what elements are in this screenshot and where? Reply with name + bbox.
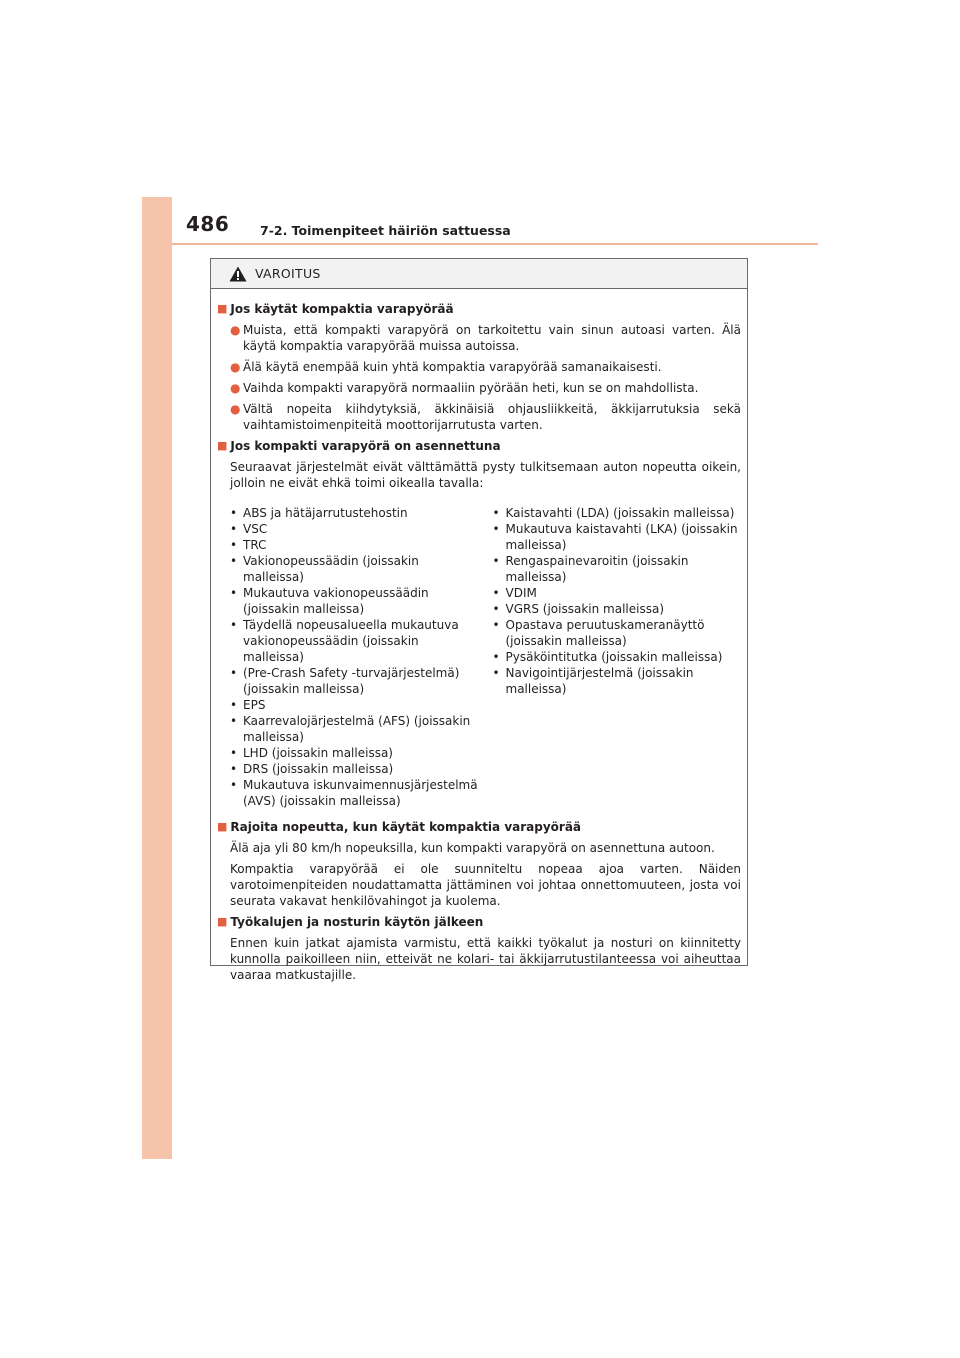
- list-item: • Vakionopeussäädin (joissakin malleissa): [230, 554, 419, 584]
- list-item: ● Vaihda kompakti varapyörä normaaliin pyörään heti, kun se on mahdollista.: [230, 381, 699, 395]
- warning-title: VAROITUS: [255, 266, 321, 281]
- list-item: ● Muista, että kompakti varapyörä on tarkoitettu vain sinun autoasi varten. Älä käytä kompaktia varapyörää muissa autoissa.: [230, 323, 741, 353]
- systems-list: [217, 505, 741, 809]
- circle-bullet-icon: ●: [230, 360, 241, 374]
- list-item: • EPS: [230, 698, 266, 712]
- list-item: • Navigointijärjestelmä (joissakin malleissa): [492, 666, 694, 696]
- systems-list-left: [230, 505, 479, 809]
- list-item: • VGRS (joissakin malleissa): [492, 602, 664, 616]
- warning-body: [211, 289, 747, 983]
- list-item: ● Älä käytä enempää kuin yhtä kompaktia varapyörää samanaikaisesti.: [230, 360, 662, 374]
- header-rule: [172, 243, 818, 245]
- section-title: 7-2. Toimenpiteet häiriön sattuessa: [260, 223, 511, 238]
- paragraph: Ennen kuin jatkat ajamista varmistu, että kaikki työkalut ja nosturi on kiinnitetty kunnolla paikoilleen niin, etteivät ne kolari- tai äkkijarrutustilanteessa voi aiheuttaa vaaraa matkustajille.: [230, 936, 741, 982]
- paragraph: Älä aja yli 80 km/h nopeuksilla, kun kompakti varapyörä on asennettuna autoon.: [230, 841, 715, 855]
- circle-bullet-icon: ●: [230, 402, 241, 416]
- section-heading: ■ Jos kompakti varapyörä on asennettuna: [217, 439, 501, 453]
- list-item: • (Pre-Crash Safety -turvajärjestelmä) (joissakin malleissa): [230, 666, 460, 696]
- circle-bullet-icon: ●: [230, 323, 241, 337]
- list-item: • Rengaspainevaroitin (joissakin malleissa): [492, 554, 689, 584]
- list-item: • Täydellä nopeusalueella mukautuva vakionopeussäädin (joissakin malleissa): [230, 618, 459, 664]
- list-item: • Mukautuva kaistavahti (LKA) (joissakin malleissa): [492, 522, 738, 552]
- paragraph: Kompaktia varapyörää ei ole suunniteltu nopeaa ajoa varten. Näiden varotoimenpiteiden noudattamatta jättäminen voi johtaa onnettomuuteen, josta voi seurata vakavat henkilövahingot ja kuolema.: [230, 862, 741, 908]
- systems-list-right: [493, 505, 742, 809]
- list-item: • LHD (joissakin malleissa): [230, 746, 393, 760]
- square-bullet-icon: ■: [217, 820, 228, 833]
- page-number: 486: [186, 212, 230, 236]
- list-item: • VDIM: [492, 586, 537, 600]
- list-item: • TRC: [230, 538, 267, 552]
- section-heading: ■ Työkalujen ja nosturin käytön jälkeen: [217, 915, 484, 929]
- list-item: • Pysäköintitutka (joissakin malleissa): [492, 650, 723, 664]
- list-item: • DRS (joissakin malleissa): [230, 762, 394, 776]
- paragraph: Seuraavat järjestelmät eivät välttämättä pysty tulkitsemaan auton nopeutta oikein, jolloin ne eivät ehkä toimi oikealla tavalla:: [230, 460, 741, 490]
- square-bullet-icon: ■: [217, 302, 228, 315]
- section-heading: ■ Jos käytät kompaktia varapyörää: [217, 302, 454, 316]
- list-item: • Opastava peruutuskameranäyttö (joissakin malleissa): [492, 618, 705, 648]
- circle-bullet-icon: ●: [230, 381, 241, 395]
- warning-header: [211, 259, 747, 289]
- square-bullet-icon: ■: [217, 439, 228, 452]
- square-bullet-icon: ■: [217, 915, 228, 928]
- side-tab-band: [142, 197, 172, 1159]
- list-item: • Mukautuva vakionopeussäädin (joissakin malleissa): [230, 586, 429, 616]
- list-item: • Kaistavahti (LDA) (joissakin malleissa): [492, 506, 735, 520]
- warning-triangle-icon: [229, 266, 247, 282]
- list-item: • ABS ja hätäjarrutustehostin: [230, 506, 408, 520]
- list-item: • VSC: [230, 522, 268, 536]
- list-item: • Kaarrevalojärjestelmä (AFS) (joissakin malleissa): [230, 714, 471, 744]
- list-item: ● Vältä nopeita kiihdytyksiä, äkkinäisiä ohjausliikkeitä, äkkijarrutuksia sekä vaihtamistoimenpiteitä moottorijarrutusta varten.: [230, 402, 741, 432]
- section-heading: ■ Rajoita nopeutta, kun käytät kompaktia varapyörää: [217, 820, 582, 834]
- list-item: • Mukautuva iskunvaimennusjärjestelmä (AVS) (joissakin malleissa): [230, 778, 478, 808]
- warning-box: [210, 258, 748, 982]
